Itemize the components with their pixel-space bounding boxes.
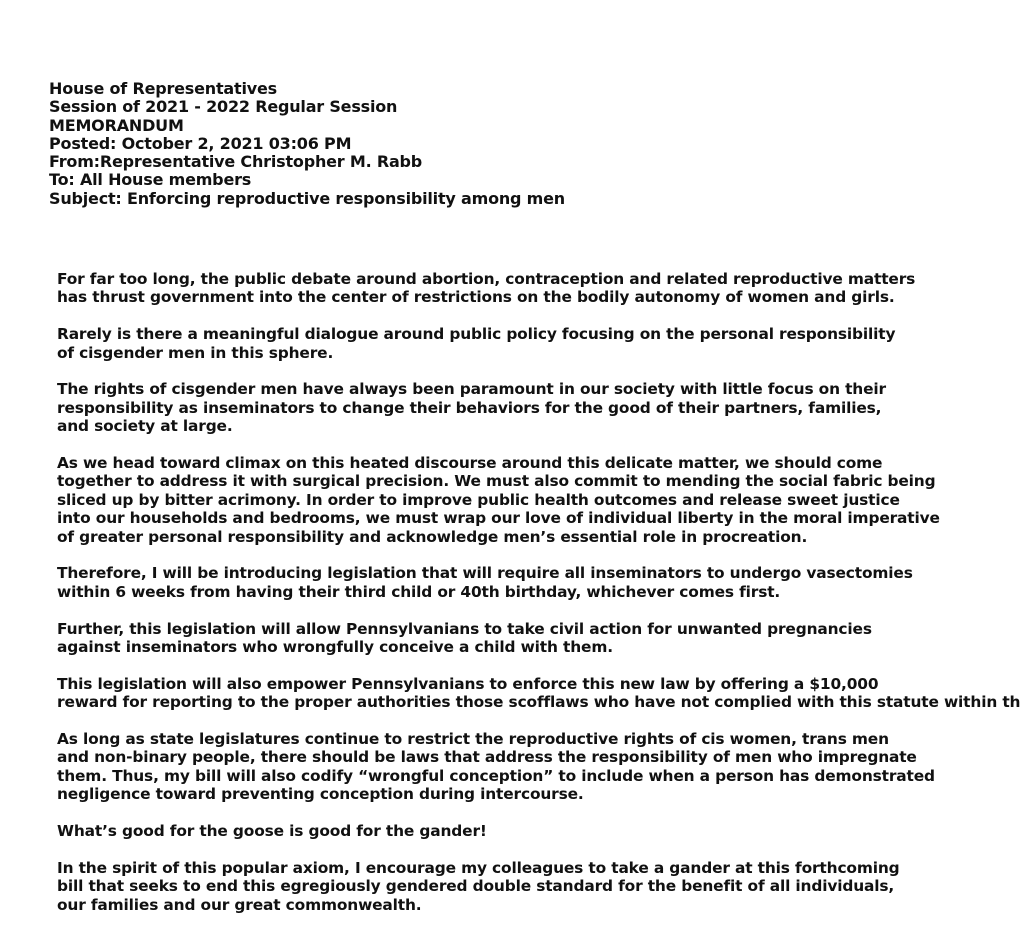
chamber-line: House of Representatives — [49, 79, 277, 98]
paragraph-line: negligence toward preventing conception during intercourse. — [57, 785, 584, 804]
posted-line: Posted: October 2, 2021 03:06 PM — [49, 133, 352, 153]
paragraph-line: sliced up by bitter acrimony. In order to improve public health outcomes and release sweet justice — [57, 490, 900, 509]
memo-paragraph — [57, 730, 1024, 804]
memo-header — [49, 80, 565, 208]
paragraph-line: into our households and bedrooms, we must wrap our love of individual liberty in the moral imperative — [57, 509, 940, 528]
paragraph-line: As long as state legislatures continue to restrict the reproductive rights of cis women, trans men — [57, 730, 889, 749]
subject-line: Subject: Enforcing reproductive responsibility among men — [49, 188, 565, 208]
paragraph-line: Further, this legislation will allow Pennsylvanians to take civil action for unwanted pregnancies — [57, 619, 872, 638]
session-line: Session of 2021 - 2022 Regular Session — [49, 97, 398, 117]
paragraph-line: responsibility as inseminators to change their behaviors for the good of their partners, families, — [57, 398, 882, 417]
paragraph-line: For far too long, the public debate around abortion, contraception and related reproductive matters — [57, 270, 916, 288]
paragraph-line: In the spirit of this popular axiom, I encourage my colleagues to take a gander at this forthcoming — [57, 858, 900, 877]
paragraph-line: of cisgender men in this sphere. — [57, 343, 334, 362]
paragraph-line: What’s good for the goose is good for the gander! — [57, 822, 487, 841]
paragraph-line: together to address it with surgical precision. We must also commit to mending the social fabric being — [57, 472, 936, 491]
memo-body — [57, 270, 1024, 932]
to-line: To: All House members — [49, 170, 252, 190]
memo-paragraph — [57, 270, 1024, 307]
paragraph-line: As we head toward climax on this heated discourse around this delicate matter, we should come — [57, 454, 883, 473]
paragraph-line: This legislation will also empower Pennsylvanians to enforce this new law by offering a $10,000 — [57, 674, 879, 693]
paragraph-line: and society at large. — [57, 417, 233, 436]
memo-paragraph — [57, 620, 1024, 657]
memo-paragraph — [57, 325, 1024, 362]
paragraph-line: has thrust government into the center of restrictions on the bodily autonomy of women and girls. — [57, 288, 895, 307]
paragraph-line: Therefore, I will be introducing legislation that will require all inseminators to undergo vasectomies — [57, 564, 913, 583]
paragraph-line: and non-binary people, there should be laws that address the responsibility of men who impregnate — [57, 748, 917, 767]
paragraph-line: against inseminators who wrongfully conceive a child with them. — [57, 638, 613, 657]
paragraph-line: Rarely is there a meaningful dialogue around public policy focusing on the personal responsibility — [57, 325, 896, 344]
memo-paragraph — [57, 675, 1024, 712]
from-line: From:Representative Christopher M. Rabb — [49, 152, 423, 172]
doc-type-line: MEMORANDUM — [49, 115, 184, 135]
memo-paragraph — [57, 822, 1024, 840]
paragraph-line: The rights of cisgender men have always been paramount in our society with little focus on their — [57, 380, 886, 399]
paragraph-line: within 6 weeks from having their third child or 40th birthday, whichever comes first. — [57, 582, 781, 601]
paragraph-line: them. Thus, my bill will also codify “wrongful conception” to include when a person has demonstrated — [57, 766, 935, 785]
paragraph-line: of greater personal responsibility and acknowledge men’s essential role in procreation. — [57, 527, 808, 546]
memo-paragraph — [57, 454, 1024, 546]
memo-paragraph — [57, 380, 1024, 435]
memo-paragraph — [57, 564, 1024, 601]
memo-paragraph — [57, 859, 1024, 914]
paragraph-line: reward for reporting to the proper authorities those scofflaws who have not complied with this statute within th — [57, 693, 1021, 712]
paragraph-line: our families and our great commonwealth. — [57, 895, 422, 914]
paragraph-line: bill that seeks to end this egregiously gendered double standard for the benefit of all individuals, — [57, 877, 895, 896]
